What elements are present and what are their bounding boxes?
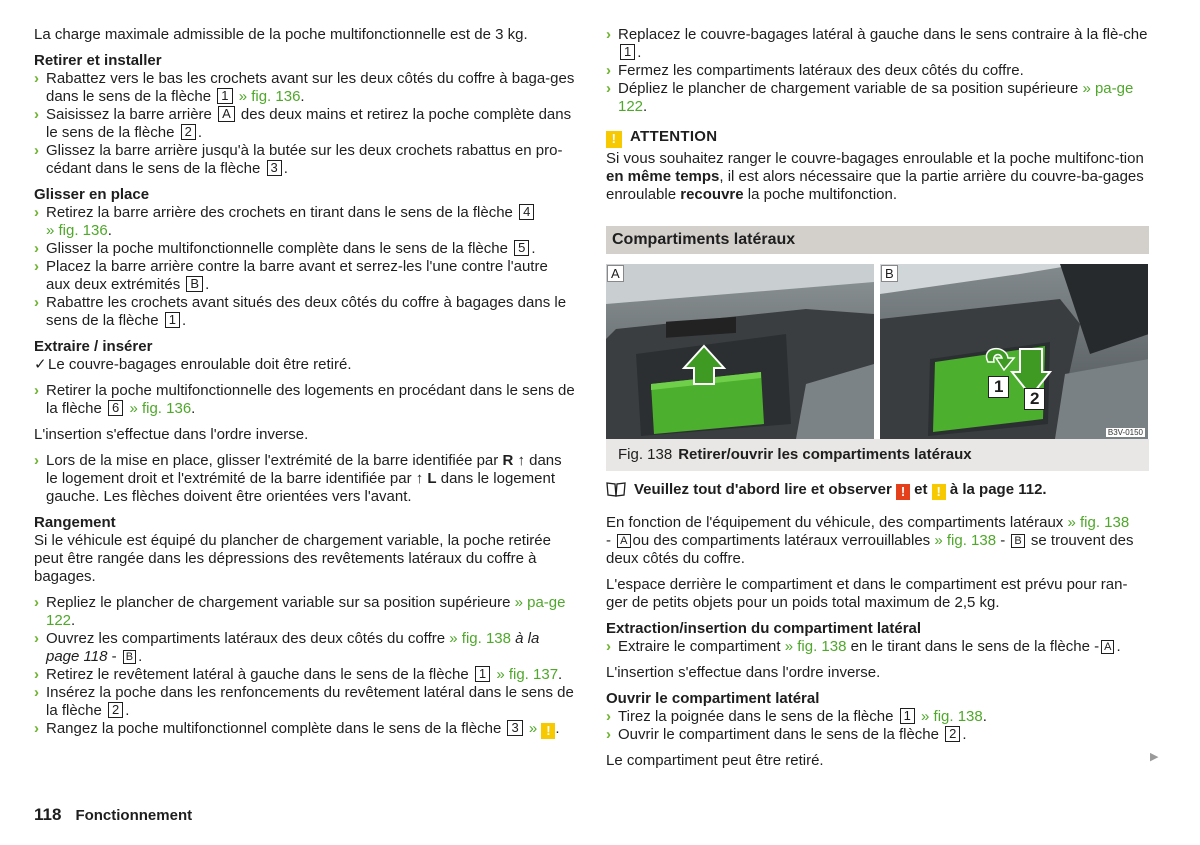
list-item: › Rabattez vers le bas les crochets avant sur les deux côtés du coffre à baga-ges dans le sens de la flèche 1 » fig. 136. bbox=[34, 70, 575, 105]
list-item: › Extraire le compartiment » fig. 138 en le tirant dans le sens de la flèche - A . bbox=[606, 638, 1121, 655]
list-item: › Dépliez le plancher de chargement variable de sa position supérieure » pa-ge 122. bbox=[606, 80, 1134, 115]
figure-caption: Fig. 138 Retirer/ouvrir les compartiments latéraux bbox=[606, 439, 1149, 471]
bullet-arrow-icon: › bbox=[606, 62, 611, 79]
page-footer bbox=[34, 806, 192, 825]
list-item: › Retirez la barre arrière des crochets en tirant dans le sens de la flèche 4 » fig. 136. bbox=[34, 204, 576, 240]
arrow-number-box: 3 bbox=[267, 160, 282, 176]
bullet-arrow-icon: › bbox=[606, 26, 611, 43]
continued-steps bbox=[606, 26, 1149, 116]
attention-heading: ! ATTENTION bbox=[606, 128, 1149, 148]
figure-reference-link[interactable]: » fig. 138 bbox=[449, 630, 511, 647]
arrow-number-box: 1 bbox=[475, 666, 490, 682]
right-column bbox=[606, 26, 1149, 778]
figure-panel-a bbox=[606, 264, 874, 439]
list-item: › Lors de la mise en place, glisser l'extrémité de la barre identifiée par R ↑ dans le logement droit et l'extrémité de la barre identifiée par ↑ L dans le logement gauche. Les flèches doivent être orientées vers l'avant. bbox=[34, 452, 562, 505]
bullet-arrow-icon: › bbox=[34, 382, 39, 399]
attention-text: Si vous souhaitez ranger le couvre-bagages enroulable et la poche multifonc-tion en même temps, il est alors nécessaire que la partie arrière du couvre-ba-gages enroulable recouvre la poche multifonction. bbox=[606, 150, 1144, 203]
list-item: › Saisissez la barre arrière A des deux mains et retirez la poche complète dans le sens de la flèche 2 . bbox=[34, 106, 572, 141]
trunk-compartment-a-illustration bbox=[606, 264, 874, 439]
figure-reference-link[interactable]: » fig. 137 bbox=[496, 666, 559, 683]
arrow-number-box: 2 bbox=[945, 726, 960, 742]
bullet-arrow-icon: › bbox=[606, 638, 611, 655]
section-open bbox=[606, 690, 1149, 770]
paragraph-equipment: En fonction de l'équipement du véhicule, des compartiments latéraux » fig. 138 - A ou des compartiments latéraux verrouillables » fig. 138 - B se trouvent des deux côtés du coffre. bbox=[606, 514, 1134, 567]
bullet-arrow-icon: › bbox=[34, 106, 39, 123]
label-box: B bbox=[123, 650, 136, 664]
bullet-arrow-icon: › bbox=[34, 204, 39, 221]
page-number: 118 bbox=[34, 805, 62, 824]
warning-reference-link[interactable]: » bbox=[528, 720, 538, 737]
intro-text: La charge maximale admissible de la poche multifonctionnelle est de 3 kg. bbox=[34, 26, 528, 43]
panel-label-b: B bbox=[881, 265, 898, 282]
bullet-arrow-icon: › bbox=[34, 666, 39, 683]
arrow-number-box: 2 bbox=[108, 702, 123, 718]
arrow-number-box: 1 bbox=[165, 312, 180, 328]
label-box: B bbox=[186, 276, 203, 292]
figure-reference-link[interactable]: » fig. 136 bbox=[129, 400, 192, 417]
arrow-number-box: 3 bbox=[507, 720, 522, 736]
page-reference-link[interactable]: » pa-ge 122 bbox=[46, 594, 566, 629]
bullet-arrow-icon: › bbox=[34, 594, 39, 611]
list-item: › Fermez les compartiments latéraux des deux côtés du coffre. bbox=[606, 62, 1024, 79]
bullet-arrow-icon: › bbox=[606, 726, 611, 743]
bullet-arrow-icon: › bbox=[34, 240, 39, 257]
figure-138 bbox=[606, 264, 1149, 439]
continue-arrow-icon: ▶ bbox=[1150, 751, 1159, 763]
arrow-number-box: 6 bbox=[108, 400, 123, 416]
heading-extraire-inserer: Extraire / insérer bbox=[34, 338, 153, 355]
callout-2: 2 bbox=[1024, 388, 1045, 410]
section-retirer-installer bbox=[34, 52, 576, 178]
list-item: › Replacez le couvre-bagages latéral à gauche dans le sens contraire à la flè-che 1 . bbox=[606, 26, 1148, 61]
section-glisser-en-place bbox=[34, 186, 576, 330]
bullet-arrow-icon: › bbox=[34, 258, 39, 275]
bullet-arrow-icon: › bbox=[34, 684, 39, 701]
attention-block bbox=[606, 128, 1149, 204]
warning-icon: ! bbox=[606, 131, 622, 148]
rangement-text: Si le véhicule est équipé du plancher de chargement variable, la poche retirée peut être rangée dans les dépressions des revêtements latéraux du coffre à bagages. bbox=[34, 532, 551, 585]
bullet-arrow-icon: › bbox=[34, 630, 39, 647]
list-item: › Glissez la barre arrière jusqu'à la butée sur les deux crochets rabattus en pro-cédant dans le sens de la flèche 3 . bbox=[34, 142, 563, 177]
arrow-number-box: 2 bbox=[181, 124, 196, 140]
bullet-arrow-icon: › bbox=[606, 80, 611, 97]
list-item: › Repliez le plancher de chargement variable sur sa position supérieure » pa-ge 122. bbox=[34, 594, 566, 629]
heading-glisser-en-place: Glisser en place bbox=[34, 186, 150, 203]
figure-reference-link[interactable]: » fig. 138 bbox=[784, 638, 847, 655]
label-box: B bbox=[1011, 534, 1024, 548]
prerequisite-item: ✓ Le couvre-bagages enroulable doit être retiré. bbox=[34, 356, 352, 373]
figure-reference-link[interactable]: » fig. 138 bbox=[1067, 514, 1130, 531]
inverse-note: L'insertion s'effectue dans l'ordre inverse. bbox=[34, 426, 309, 443]
arrow-number-box: 5 bbox=[514, 240, 529, 256]
callout-1: 1 bbox=[988, 376, 1009, 398]
list-item: › Ouvrir le compartiment dans le sens de la flèche 2 . bbox=[606, 726, 967, 743]
list-item: › Retirer la poche multifonctionnelle des logements en procédant dans le sens de la flèche 6 » fig. 136. bbox=[34, 382, 575, 417]
list-item: › Rabattre les crochets avant situés des deux côtés du coffre à bagages dans le sens de la flèche 1 . bbox=[34, 294, 567, 329]
arrow-number-box: 1 bbox=[217, 88, 232, 104]
bullet-arrow-icon: › bbox=[34, 142, 39, 159]
warning-icon: ! bbox=[541, 723, 555, 739]
figure-panel-b bbox=[880, 264, 1148, 439]
arrow-number-box: 1 bbox=[620, 44, 635, 60]
bullet-arrow-icon: › bbox=[606, 708, 611, 725]
list-item: › Ouvrez les compartiments latéraux des deux côtés du coffre » fig. 138 à la page 118 - B . bbox=[34, 630, 540, 665]
bullet-arrow-icon: › bbox=[34, 720, 39, 737]
figure-reference-link[interactable]: » fig. 136 bbox=[238, 88, 301, 105]
trunk-compartment-b-illustration bbox=[880, 264, 1148, 439]
heading-open: Ouvrir le compartiment latéral bbox=[606, 690, 820, 707]
inverse-note: L'insertion s'effectue dans l'ordre inverse. bbox=[606, 664, 881, 681]
danger-icon: ! bbox=[896, 484, 910, 500]
list-item: › Insérez la poche dans les renfoncements du revêtement latéral dans le sens de la flèche 2 . bbox=[34, 684, 574, 719]
bullet-arrow-icon: › bbox=[34, 294, 39, 311]
list-item: › Rangez la poche multifonctionnel complète dans le sens de la flèche 3 » ! . bbox=[34, 720, 560, 738]
list-item: › Tirez la poignée dans le sens de la flèche 1 » fig. 138. bbox=[606, 708, 987, 725]
label-box: A bbox=[1101, 640, 1114, 654]
read-first-note: Veuillez tout d'abord lire et observer ! et ! à la page 112. bbox=[606, 481, 1149, 500]
bar-symbol-left: ↑ L bbox=[415, 470, 437, 487]
arrow-number-box: 4 bbox=[519, 204, 534, 220]
chapter-name: Fonctionnement bbox=[75, 807, 193, 824]
heading-retirer-installer: Retirer et installer bbox=[34, 52, 162, 69]
heading-extraction: Extraction/insertion du compartiment latéral bbox=[606, 620, 922, 637]
checkmark-icon: ✓ bbox=[34, 356, 47, 373]
figure-reference-link[interactable]: » fig. 136 bbox=[46, 222, 108, 239]
label-box: A bbox=[218, 106, 235, 122]
warning-icon: ! bbox=[932, 484, 946, 500]
panel-label-a: A bbox=[607, 265, 624, 282]
figure-reference-link[interactable]: » fig. 138 bbox=[921, 708, 983, 725]
paragraph-storage-space: L'espace derrière le compartiment et dans le compartiment est prévu pour ran-ger de petits objets pour un poids total maximum de 2,5 kg. bbox=[606, 576, 1128, 611]
bar-symbol-right: R ↑ bbox=[502, 452, 525, 469]
section-rangement bbox=[34, 514, 576, 739]
left-column bbox=[34, 26, 576, 739]
final-note: Le compartiment peut être retiré. bbox=[606, 752, 824, 769]
bullet-arrow-icon: › bbox=[34, 452, 39, 469]
list-item: › Glisser la poche multifonctionnelle complète dans le sens de la flèche 5 . bbox=[34, 240, 536, 257]
arrow-number-box: 1 bbox=[900, 708, 915, 724]
book-icon bbox=[606, 481, 626, 502]
list-item: › Placez la barre arrière contre la barre avant et serrez-les l'une contre l'autre aux deux extrémités B . bbox=[34, 258, 548, 293]
figure-reference-link[interactable]: » fig. 138 bbox=[934, 532, 997, 549]
section-title-bar: Compartiments latéraux bbox=[606, 226, 1149, 254]
page-reference-link[interactable]: » pa-ge 122 bbox=[618, 80, 1134, 115]
bullet-arrow-icon: › bbox=[34, 70, 39, 87]
list-item: › Retirez le revêtement latéral à gauche dans le sens de la flèche 1 » fig. 137. bbox=[34, 666, 563, 683]
heading-rangement: Rangement bbox=[34, 514, 116, 531]
section-extraire-inserer bbox=[34, 338, 576, 506]
section-extraction bbox=[606, 620, 1149, 682]
figure-code: B3V-0150 bbox=[1107, 428, 1143, 437]
label-box: A bbox=[617, 534, 630, 548]
